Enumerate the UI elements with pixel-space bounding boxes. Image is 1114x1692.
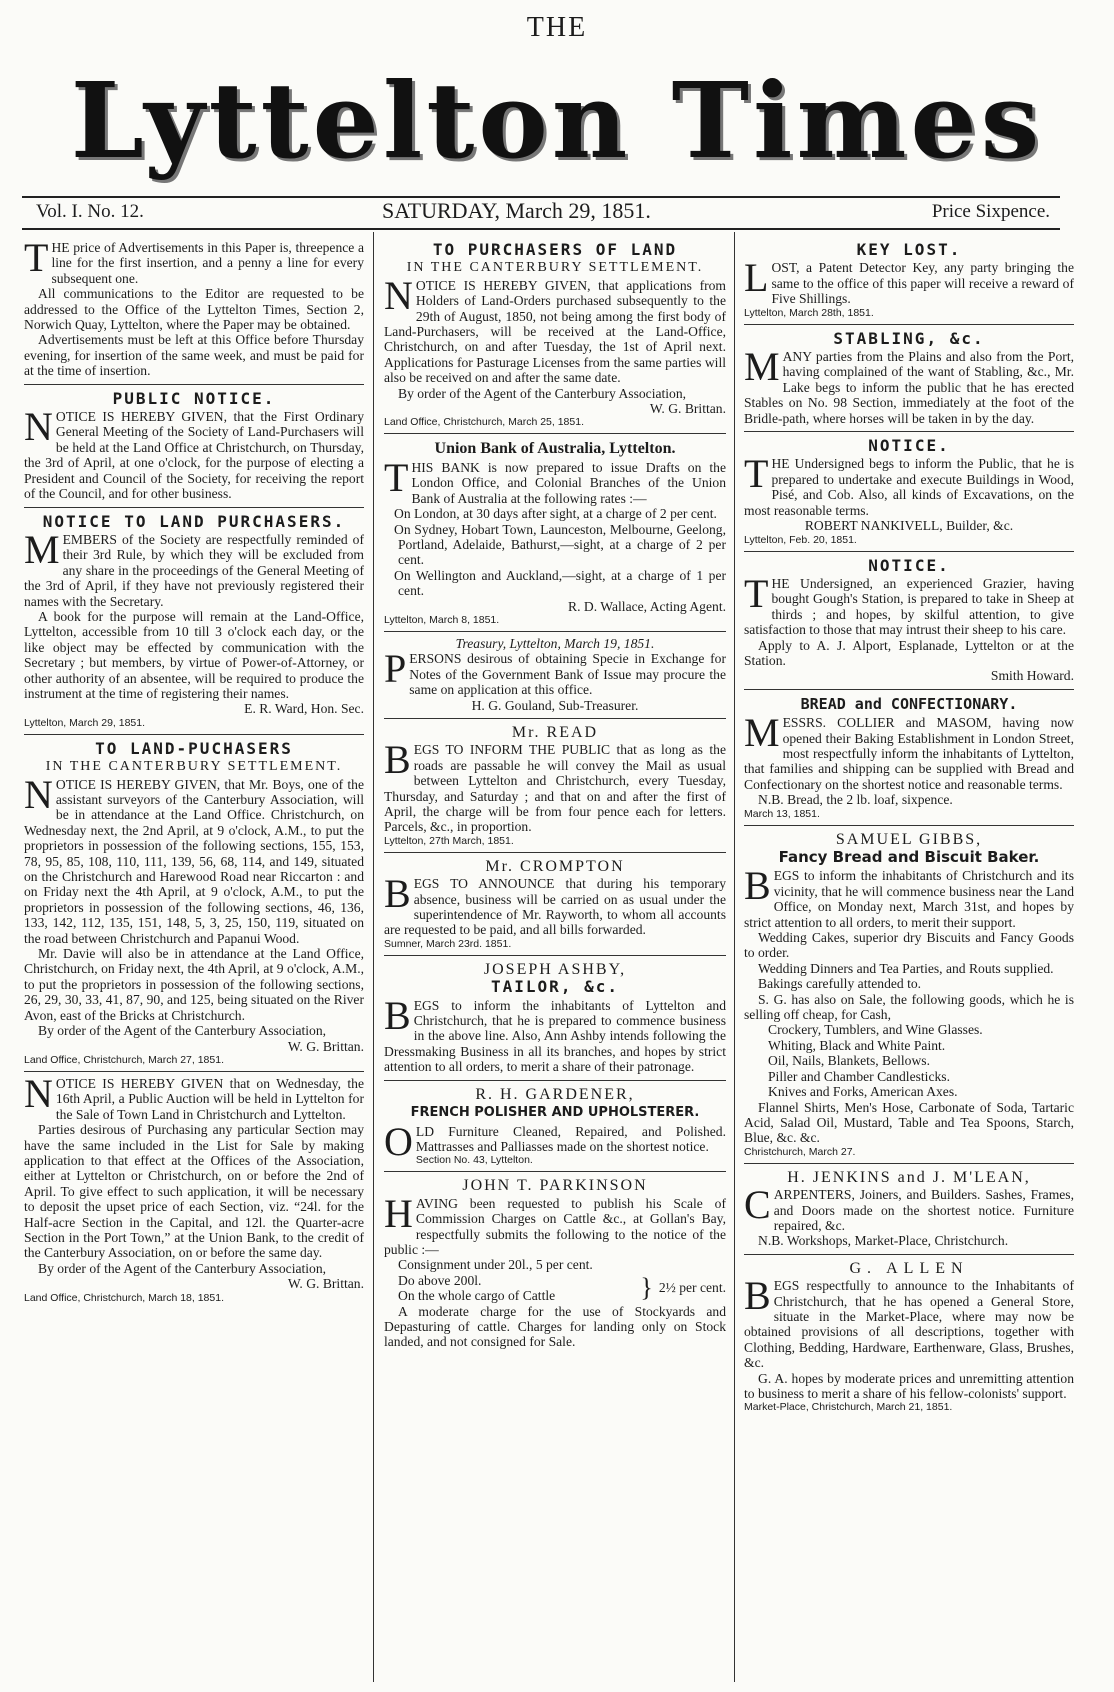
- rate-line: On Wellington and Auckland,—sight, at a charge of 1 per cent.: [394, 567, 726, 599]
- ad-subheading: Fancy Bread and Biscuit Baker.: [778, 848, 1040, 866]
- gardener-notice: [384, 1081, 726, 1173]
- ad-text: BEGS to inform the inhabitants of Christchurch and its vicinity, that he will commence business near the Land Office, on Monday next, March 31st, and hopes by strict attention to all orders, to merit their support.: [744, 863, 1074, 930]
- stabling-notice: [744, 325, 1074, 432]
- column-3: [744, 236, 1074, 1676]
- ad-signature: W. G. Brittan.: [287, 1276, 364, 1292]
- ad-heading: Mr. CROMPTON: [485, 857, 625, 875]
- ad-heading: STABLING, &c.: [833, 328, 985, 348]
- ad-date: Market-Place, Christchurch, March 21, 1851.: [744, 1401, 953, 1414]
- ad-heading: H. JENKINS and J. M'LEAN,: [787, 1168, 1031, 1186]
- column-2: [384, 236, 726, 1676]
- jenkins-mclean-notice: [744, 1164, 1074, 1255]
- brace-icon: }: [640, 1273, 653, 1303]
- ad-heading: R. H. GARDENER,: [475, 1085, 635, 1103]
- ad-text: Apply to A. J. Alport, Esplanade, Lyttelton or at the Station.: [744, 637, 1074, 668]
- ad-text: A moderate charge for the use of Stockyards and Depasturing of cattle. Charges for landing only on Stock landed, and not consigned for Sale.: [384, 1303, 726, 1350]
- notice-to-land-puchasers: [24, 735, 364, 1072]
- ad-text: By order of the Agent of the Canterbury Association,: [38, 1023, 327, 1039]
- ad-date: Land Office, Christchurch, March 18, 1851.: [24, 1291, 224, 1304]
- ad-text: Wedding Cakes, superior dry Biscuits and Fancy Goods to order.: [744, 930, 1074, 961]
- ad-dateline: Treasury, Lyttelton, March 19, 1851.: [455, 635, 655, 651]
- ad-signature: Smith Howard.: [990, 668, 1074, 684]
- rate-line: On Sydney, Hobart Town, Launceston, Melbourne, Geelong, Portland, Adelaide, Bathurst,—sight, at a charge of 2 per cent.: [394, 521, 726, 568]
- joseph-ashby-notice: [384, 956, 726, 1081]
- ad-heading: G. ALLEN: [849, 1259, 969, 1277]
- ad-heading: JOSEPH ASHBY,: [483, 960, 627, 978]
- key-lost-notice: [744, 236, 1074, 325]
- rate-line: Consignment under 20l., 5 per cent.: [398, 1257, 593, 1273]
- ad-heading: BREAD and CONFECTIONARY.: [800, 694, 1018, 713]
- notice-public-auction: [24, 1072, 364, 1309]
- ad-signature: ROBERT NANKIVELL, Builder, &c.: [804, 518, 1014, 534]
- ad-text: NOTICE IS HEREBY GIVEN, that Mr. Boys, one of the assistant surveyors of the Canterbury Association, will be in attendance at the Land Office. Christchurch, on Wednesday next, the 2nd April, at 9 o'clock, A.M., to put the proprietors in possession of the following sections, 155, 153, 78, 95, 85, 108, 110, 111, 139, 56, 68, 114, and 149, situated on the Christchurch and Harewood Road near Riccarton : and on Friday next the 4th April, at 9 o'clock, A.M., to put the proprietors in possession of the following sections, 46, 136, 133, 142, 112, 135, 151, 148, 5, 3, 25, 150, 119, situated on the road between Christchurch and Papanui Wood.: [24, 771, 364, 946]
- ad-heading: PUBLIC NOTICE.: [112, 388, 276, 408]
- ad-text: G. A. hopes by moderate prices and unremitting attention to business to merit a share of his fellow-colonists' support.: [744, 1370, 1074, 1401]
- ad-heading: Union Bank of Australia, Lyttelton.: [434, 440, 676, 458]
- union-bank-notice: [384, 434, 726, 631]
- ad-date: Christchurch, March 27.: [744, 1145, 856, 1158]
- ad-text: CARPENTERS, Joiners, and Builders. Sashes, Frames, and Doors made on the shortest notice. Furniture repaired, &c.: [744, 1182, 1074, 1233]
- ad-text: Bakings carefully attended to.: [758, 976, 922, 992]
- goods-line: Knives and Forks, American Axes.: [768, 1084, 958, 1100]
- ad-subheading: FRENCH POLISHER AND UPHOLSTERER.: [410, 1105, 700, 1121]
- ad-heading: TO PURCHASERS OF LAND: [432, 240, 678, 259]
- mr-crompton-notice: [384, 853, 726, 956]
- ad-heading: NOTICE TO LAND PURCHASERS.: [42, 511, 346, 531]
- parkinson-notice: [384, 1172, 726, 1354]
- notice-land-purchasers: [24, 508, 364, 735]
- ad-text: NOTICE IS HEREBY GIVEN, that applications from Holders of Land-Orders purchased subsequently to the 29th of August, 1850, not being among the first body of Land-Purchasers, will be received at the Land-Office, Christchurch, on and after Tuesday, the 1st of April next. Applications for Pasturage Licenses from the same parties will also be received on and after the same date.: [384, 272, 726, 386]
- samuel-gibbs-notice: [744, 826, 1074, 1164]
- builder-notice: [744, 432, 1074, 551]
- ad-text: THIS BANK is now prepared to issue Drafts on the London Office, and Colonial Branches of the Union Bank of Australia at the following rates :—: [384, 454, 726, 506]
- issue-date: SATURDAY, March 29, 1851.: [382, 198, 651, 223]
- ad-text: Parties desirous of Purchasing any particular Section may have the same included in the List for Sale by making application to that effect at the Offices of the Association, either at Lyttelton or Christchurch, on or before the 2nd of April. To give effect to such application, it will be necessary to deposit the upset price of each Section, viz. “24l. for the Half-acre Section in the Capital, and 12l. the Quarter-acre Section in the Port Town,” at the Union Bank, to the credit of the Canterbury Association, on or before the same day.: [24, 1122, 364, 1261]
- dateline-bar: [22, 196, 1060, 230]
- ad-heading: Mr. READ: [511, 723, 599, 741]
- ad-text: HAVING been requested to publish his Scale of Commission Charges on Cattle &c., at Gollan's Bay, respectfully submits the following to the notice of the public :—: [384, 1190, 726, 1257]
- rate-line: Do above 200l.: [398, 1272, 482, 1288]
- ad-text: By order of the Agent of the Canterbury Association,: [398, 385, 687, 401]
- ad-text: A book for the purpose will remain at the Land-Office, Lyttelton, accessible from 10 till 3 o'clock each day, or the like object may be effected by communication with the Secretary ; but members, by virtue of Power-of-Attorney, or other authority of an absentee, will be required to produce the instrument at the time of registering their names.: [24, 608, 364, 701]
- goods-line: Flannel Shirts, Men's Hose, Carbonate of Soda, Tartaric Acid, Salad Oil, Mustard, Table and Tea Spoons, Starch, Blue, &c. &c.: [744, 1099, 1074, 1146]
- ad-text: NOTICE IS HEREBY GIVEN that on Wednesday, the 16th April, a Public Auction will be held in Lyttelton for the Sale of Town Land in Christchurch and Lyttelton.: [24, 1070, 364, 1122]
- ad-date: Lyttelton, Feb. 20, 1851.: [744, 533, 857, 546]
- ad-subheading: IN THE CANTERBURY SETTLEMENT.: [45, 759, 343, 775]
- ad-text: BEGS respectfully to announce to the Inhabitants of Christchurch, that he has opened a General Store, situate in the Market-Place, where may now be obtained provisions of all descriptions, together with Clothing, Bedding, Hardware, Earthenware, Glass, Brushes, &c.: [744, 1273, 1074, 1371]
- treasury-notice: [384, 632, 726, 719]
- ad-date: Lyttelton, 27th March, 1851.: [384, 834, 514, 847]
- ad-signature: W. G. Brittan.: [287, 1038, 364, 1054]
- ad-heading: JOHN T. PARKINSON: [462, 1177, 648, 1195]
- ad-text: THE price of Advertisements in this Paper is, threepence a line for the first insertion, and a penny a line for every subsequent one.: [24, 235, 364, 286]
- bread-confectionary-notice: [744, 690, 1074, 826]
- ad-text: BEGS TO INFORM THE PUBLIC that as long as the roads are passable he will convey the Mail as usual between Lyttelton and Christchurch, every Tuesday, Thursday, and Saturday ; and that on and after the first of April, the charge will be from four pence each for letters. Parcels, &c., in proportion.: [384, 737, 726, 835]
- ad-text: THE Undersigned, an experienced Grazier, having bought Gough's Station, is prepared to take in Sheep at thirds ; and hopes, by skilful attention, to give satisfaction to those that may intrust their sheep to his care.: [744, 570, 1074, 638]
- goods-line: Whiting, Black and White Paint.: [768, 1037, 946, 1053]
- ad-subheading: IN THE CANTERBURY SETTLEMENT.: [406, 260, 704, 276]
- ad-text: N.B. Bread, the 2 lb. loaf, sixpence.: [758, 792, 953, 808]
- rate-group: [384, 1273, 726, 1304]
- ad-subheading: TAILOR, &c.: [491, 977, 619, 997]
- ad-text: PERSONS desirous of obtaining Specie in Exchange for Notes of the Government Bank of Issue may procure the same on application at this office.: [384, 646, 726, 698]
- ad-date: Lyttelton, March 28th, 1851.: [744, 306, 874, 319]
- ad-signature: W. G. Brittan.: [649, 401, 726, 417]
- ad-text: LOST, a Patent Detector Key, any party bringing the same to the office of this paper will receive a reward of Five Shillings.: [744, 255, 1074, 307]
- ad-date: Sumner, March 23rd. 1851.: [384, 937, 512, 950]
- goods-line: Piller and Chamber Candlesticks.: [768, 1068, 950, 1084]
- ad-signature: H. G. Gouland, Sub-Treasurer.: [471, 697, 639, 713]
- ad-text: MESSRS. COLLIER and MASOM, having now opened their Baking Establishment in London Street, most respectfully inform the inhabitants of Lyttelton, that families and shipping can be supplied with Bread and Confectionary on the shortest notice and reasonable terms.: [744, 710, 1074, 792]
- volume-number: Vol. I. No. 12.: [36, 201, 144, 222]
- ad-date: Lyttelton, March 29, 1851.: [24, 716, 146, 729]
- masthead-the: THE: [526, 12, 588, 43]
- column-1: [24, 236, 364, 1676]
- ad-text: BEGS TO ANNOUNCE that during his temporary absence, business will be carried on as usual under the superintendence of Mr. Rayworth, to whom all accounts are requested to be paid, and all bills forwarded.: [384, 871, 726, 938]
- ad-text: MEMBERS of the Society are respectfully reminded of their 3rd Rule, by which they will be excluded from any share in the proceedings of the General Meeting of the 3rd of April, if they have not previously registered their names with the Secretary.: [24, 526, 364, 609]
- ad-date: Land Office, Christchurch, March 25, 1851.: [384, 416, 584, 429]
- ad-heading: NOTICE.: [868, 555, 950, 575]
- ad-date: Land Office, Christchurch, March 27, 1851.: [24, 1053, 224, 1066]
- column-rule: [734, 232, 735, 1682]
- grazier-notice: [744, 552, 1074, 690]
- ad-text: Mr. Davie will also be in attendance at the Land Office, Christchurch, on Friday next, the 4th April, at 9 o'clock, A.M., to put the proprietors in possession of the following sections, 26, 29, 30, 33, 41, 87, 90, and 125, being situated on the River Avon, east of the Bricks at Christchurch.: [24, 946, 364, 1023]
- ad-signature: E. R. Ward, Hon. Sec.: [244, 701, 364, 717]
- ad-heading: TO LAND-PUCHASERS: [95, 738, 293, 758]
- ad-text: OLD Furniture Cleaned, Repaired, and Polished. Mattrasses and Palliasses made on the shortest notice.: [384, 1118, 726, 1164]
- public-notice: [24, 385, 364, 508]
- advertising-terms: [24, 236, 364, 385]
- price: Price Sixpence.: [931, 201, 1050, 222]
- masthead-title: Lyttelton Times: [70, 59, 1044, 182]
- ad-text: MANY parties from the Plains and also from the Port, having complained of the want of Stabling, &c., Mr. Lake begs to inform the public that he has erected Stables on No. 98 Section, immediately at the foot of the Bridle-path, where horses will be taken in by the day.: [744, 344, 1074, 426]
- g-allen-notice: [744, 1255, 1074, 1419]
- ad-heading: KEY LOST.: [856, 240, 962, 259]
- ad-date: March 13, 1851.: [744, 807, 820, 820]
- ad-heading: SAMUEL GIBBS,: [835, 830, 983, 848]
- ad-heading: NOTICE.: [868, 436, 950, 456]
- ad-signature: R. D. Wallace, Acting Agent.: [568, 598, 726, 614]
- notice-purchasers-of-land: [384, 236, 726, 434]
- ad-date: Section No. 43, Lyttelton.: [415, 1154, 533, 1167]
- goods-line: Oil, Nails, Blankets, Bellows.: [768, 1053, 930, 1069]
- ad-date: Lyttelton, March 8, 1851.: [384, 613, 500, 626]
- ad-text: N.B. Workshops, Market-Place, Christchurch.: [758, 1233, 1009, 1249]
- rate-line: On the whole cargo of Cattle: [398, 1288, 556, 1304]
- ad-text: NOTICE IS HEREBY GIVEN, that the First Ordinary General Meeting of the Society of Land-Purchasers will be held at the Land Office at Christchurch, on Thursday, the 3rd of April, at one o'clock, for the purpose of electing a President and Council of the Society, for receiving the report of the Council, and for other business.: [24, 404, 364, 502]
- ad-text: Wedding Dinners and Tea Parties, and Routs supplied.: [758, 960, 1054, 976]
- ad-text: All communications to the Editor are requested to be addressed to the Office of the Lyttelton Times, Section 2, Norwich Quay, Lyttelton, where the Paper may be obtained.: [24, 286, 364, 333]
- ad-text: BEGS to inform the inhabitants of Lyttelton and Christchurch, that he is prepared to commence business in the above line. Also, Ann Ashby intends following the Dressmaking Business in all its branches, and hopes by strict attention to all orders, to merit a share of their patronage.: [384, 992, 726, 1075]
- mr-read-notice: [384, 719, 726, 853]
- rate-line: On London, at 30 days after sight, at a charge of 2 per cent.: [394, 506, 717, 522]
- goods-line: Crockery, Tumblers, and Wine Glasses.: [768, 1022, 983, 1038]
- ad-text: S. G. has also on Sale, the following goods, which he is selling off cheap, for Cash,: [744, 991, 1074, 1023]
- column-rule: [373, 232, 374, 1682]
- ad-text: By order of the Agent of the Canterbury Association,: [38, 1260, 327, 1276]
- rate-value: 2½ per cent.: [658, 1280, 726, 1296]
- ad-text: THE Undersigned begs to inform the Public, that he is prepared to undertake and execute Buildings in Wood, Pisé, and Cob. Also, all kinds of Excavations, on the most reasonable terms.: [744, 451, 1074, 518]
- ad-text: Advertisements must be left at this Office before Thursday evening, for insertion of the same week, and must be paid for at the time of insertion.: [24, 332, 364, 379]
